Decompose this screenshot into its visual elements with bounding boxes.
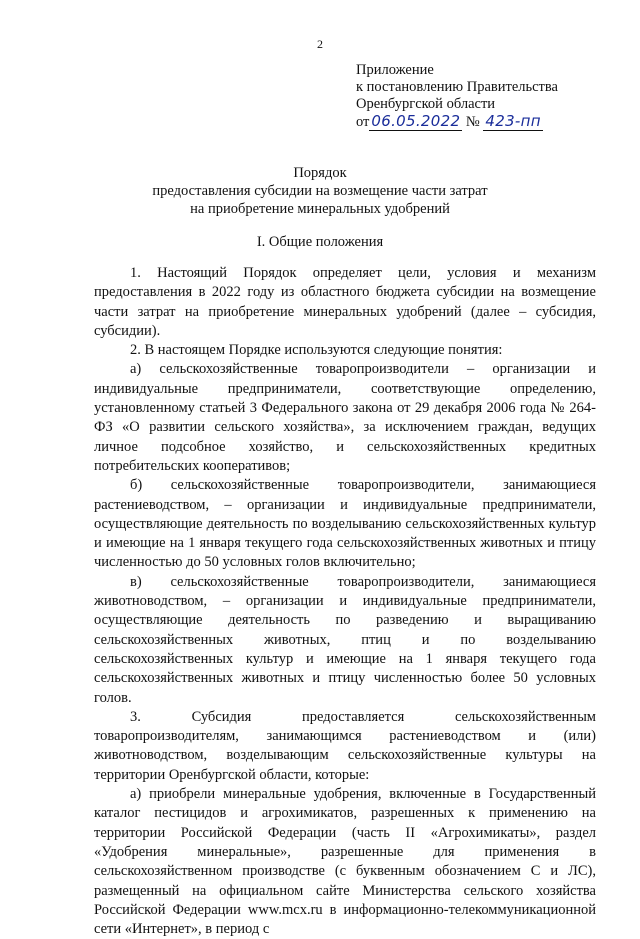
paragraph: б) сельскохозяйственные товаропроизводители, занимающиеся растениеводством, – организации и индивидуальные предприниматели, осуществляющие деятельность по возделыванию сельскохозяйственных культур и имеющие на 1 января текущего года сельскохозяйственных животных и птицу численностью до 50 условных голов включительно;	[94, 477, 596, 571]
page-number: 2	[317, 37, 323, 51]
date-prefix: от	[356, 114, 370, 130]
paragraph: а) приобрели минеральные удобрения, включенные в Государственный каталог пестицидов и агрохимикатов, разрешенных к применению на территории Российской Федерации (часть II «Агрохимикаты», раздел «Удобрения минеральные», разрешенные для применения в сельскохозяйственном производстве (с буквенным обозначением С и ЛС), размещенный на официальном сайте Министерства сельского хозяйства Российской Федерации www.mcx.ru в информационно-телекоммуникационной сети «Интернет», в период с	[94, 786, 596, 938]
document-body	[94, 264, 596, 939]
title-line-2: предоставления субсидии на возмещение части затрат	[152, 183, 488, 199]
appendix-resolution-line: к постановлению Правительства	[356, 79, 558, 95]
title-line-3: на приобретение минеральных удобрений	[190, 201, 450, 217]
handwritten-date: 06.05.2022	[371, 112, 461, 130]
section-heading: I. Общие положения	[256, 234, 384, 250]
paragraph: 1. Настоящий Порядок определяет цели, условия и механизм предоставления в 2022 году из областного бюджета субсидии на возмещение части затрат на приобретение минеральных удобрений (далее – субсидия, субсидии).	[94, 265, 596, 339]
paragraph: 3. Субсидия предоставляется сельскохозяйственным товаропроизводителям, занимающимся растениеводством и (или) животноводством, возделывающим сельскохозяйственные культуры на территории Оренбургской области, которые:	[94, 708, 596, 783]
number-prefix: №	[465, 114, 480, 130]
paragraph: а) сельскохозяйственные товаропроизводители – организации и индивидуальные предприниматели, соответствующие определению, установленному статьей 3 Федерального закона от 29 декабря 2006 года № 264-ФЗ «О развитии сельского хозяйства», за исключением граждан, ведущих личное подсобное хозяйство, и сельскохозяйственных кредитных потребительских кооперативов;	[94, 361, 596, 474]
appendix-block	[356, 62, 626, 131]
document-title	[100, 164, 540, 218]
handwritten-number: 423-пп	[485, 112, 541, 130]
paragraph: в) сельскохозяйственные товаропроизводители, занимающиеся животноводством, – организации и индивидуальные предприниматели, осуществляющие деятельность по разведению и выращиванию сельскохозяйственных животных, птиц и по возделыванию сельскохозяйственных культур и имеющие на 1 января текущего года сельскохозяйственных животных и птицу численностью более 50 условных голов.	[94, 573, 596, 706]
appendix-region-line: Оренбургской области	[356, 96, 496, 112]
paragraph: 2. В настоящем Порядке используются следующие понятия:	[130, 342, 503, 359]
appendix-title: Приложение	[356, 62, 434, 78]
appendix-date-number-line	[356, 113, 626, 131]
title-line-1: Порядок	[293, 165, 347, 181]
